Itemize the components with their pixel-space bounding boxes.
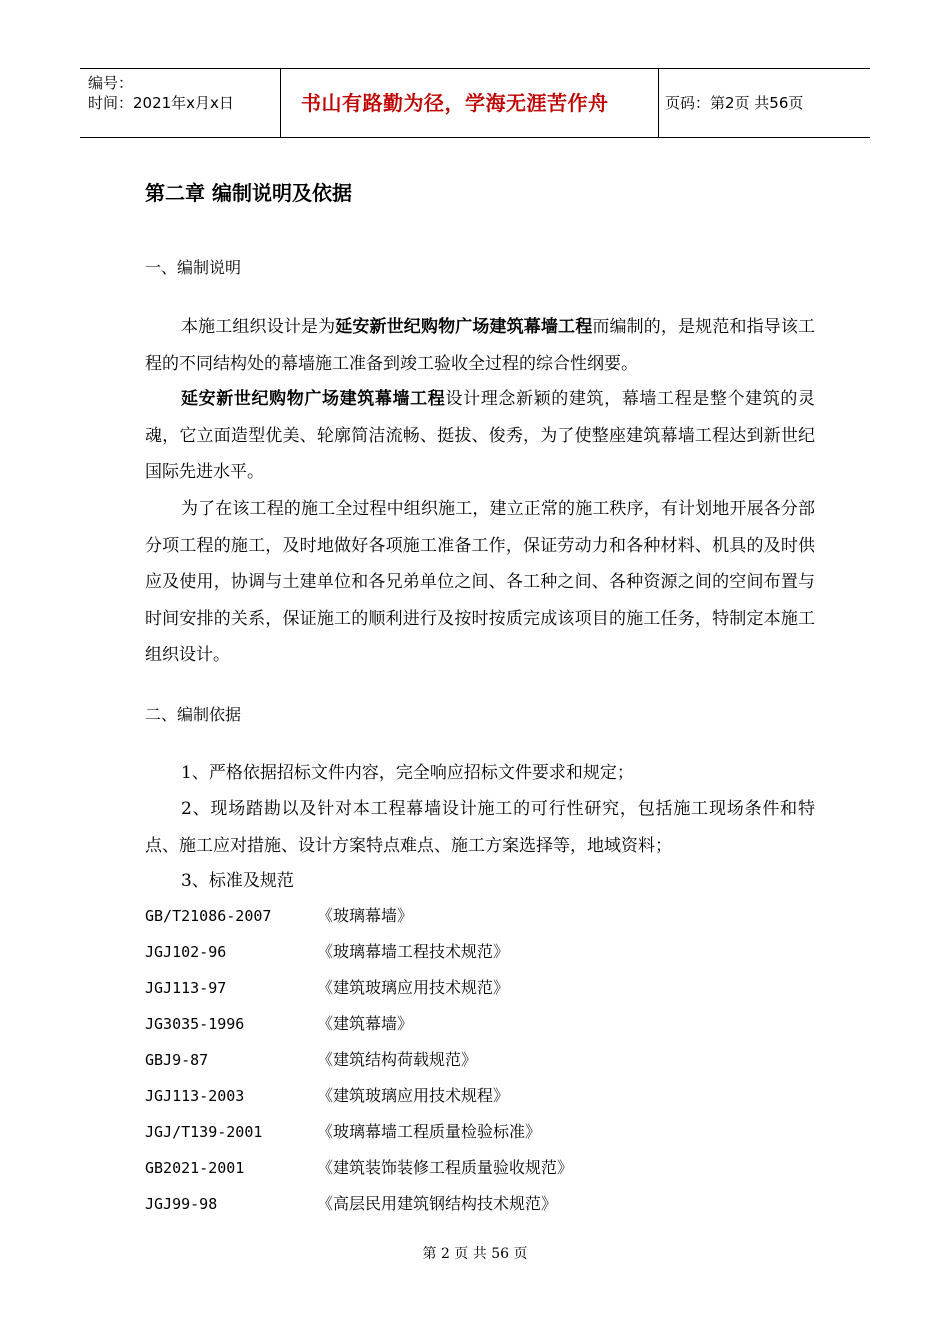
- standard-name: 《建筑结构荷载规范》: [317, 1050, 478, 1069]
- header-motto: 书山有路勤为径，学海无涯苦作舟: [301, 91, 609, 115]
- page-footer: 第 2 页 共 56 页: [422, 1246, 528, 1262]
- chapter-title: 第二章 编制说明及依据: [145, 181, 352, 205]
- paragraph-text: 设计理念新颖的建筑，幕墙工程是整个建筑的灵魂，它立面造型优美、轮廓简洁流畅、挺拔、俊秀，为了使整座建筑幕墙工程达到新世纪国际先进水平。: [145, 389, 816, 483]
- section-title: 二、编制依据: [145, 705, 242, 724]
- basis-item: 3、标准及规范: [181, 871, 294, 891]
- basis-item: 1、严格依据招标文件内容，完全响应招标文件要求和规定；: [181, 763, 634, 783]
- standard-code: JGJ113-97: [145, 979, 227, 997]
- standard-row: [145, 1048, 477, 1072]
- paragraph-text: 本施工组织设计是为: [181, 317, 336, 337]
- basis-item: 2、现场踏勘以及针对本工程幕墙设计施工的可行性研究，包括施工现场条件和特点、施工应对措施、设计方案特点难点、施工方案选择等，地域资料；: [145, 799, 815, 856]
- project-name-bold: 延安新世纪购物广场建筑幕墙工程: [335, 317, 593, 337]
- standard-code: JGJ99-98: [145, 1195, 218, 1213]
- paragraph: [145, 309, 815, 382]
- standard-code: GBJ9-87: [145, 1051, 209, 1069]
- paragraph-text: 而编制的，是规范和指导该工程的不同结构处的幕墙施工准备到竣工验收全过程的综合性纲要。: [145, 317, 816, 374]
- standard-row: [145, 1084, 509, 1108]
- standard-name: 《建筑装饰装修工程质量验收规范》: [317, 1158, 574, 1177]
- standard-code: JGJ/T139-2001: [145, 1123, 263, 1141]
- project-name-bold: 延安新世纪购物广场建筑幕墙工程: [181, 389, 446, 409]
- standard-row: [145, 976, 509, 1000]
- header-page-info: 页码：第2页 共56页: [665, 94, 804, 112]
- standard-row: [145, 1120, 541, 1144]
- header-meta: [88, 73, 234, 113]
- page-header: [80, 68, 870, 138]
- standard-name: 《玻璃幕墙》: [317, 906, 414, 925]
- standard-code: JG3035-1996: [145, 1015, 245, 1033]
- header-divider: [658, 69, 659, 137]
- standard-code: GB/T21086-2007: [145, 907, 272, 925]
- standard-name: 《建筑玻璃应用技术规程》: [317, 1086, 510, 1105]
- standard-code: GB2021-2001: [145, 1159, 245, 1177]
- header-divider: [280, 69, 281, 137]
- standard-name: 《玻璃幕墙工程质量检验标准》: [317, 1122, 542, 1141]
- standard-name: 《建筑幕墙》: [317, 1014, 414, 1033]
- standard-name: 《建筑玻璃应用技术规范》: [317, 978, 510, 997]
- standard-row: [145, 1012, 413, 1036]
- document-number-label: 编号：: [88, 74, 134, 92]
- standard-code: JGJ102-96: [145, 943, 227, 961]
- standard-row: [145, 1192, 557, 1216]
- standard-name: 《玻璃幕墙工程技术规范》: [317, 942, 510, 961]
- standard-row: [145, 904, 413, 928]
- standard-name: 《高层民用建筑钢结构技术规范》: [317, 1194, 558, 1213]
- standard-code: JGJ113-2003: [145, 1087, 245, 1105]
- document-date-label: 时间：2021年x月x日: [88, 94, 234, 112]
- standard-row: [145, 940, 509, 964]
- paragraph: [145, 381, 815, 491]
- standard-row: [145, 1156, 573, 1180]
- section-title: 一、编制说明: [145, 258, 242, 277]
- paragraph: 为了在该工程的施工全过程中组织施工，建立正常的施工秩序，有计划地开展各分部分项工程的施工，及时地做好各项施工准备工作，保证劳动力和各种材料、机具的及时供应及使用，协调与土建单位和各兄弟单位之间、各工种之间、各种资源之间的空间布置与时间安排的关系，保证施工的顺利进行及按时按质完成该项目的施工任务，特制定本施工组织设计。: [145, 499, 815, 666]
